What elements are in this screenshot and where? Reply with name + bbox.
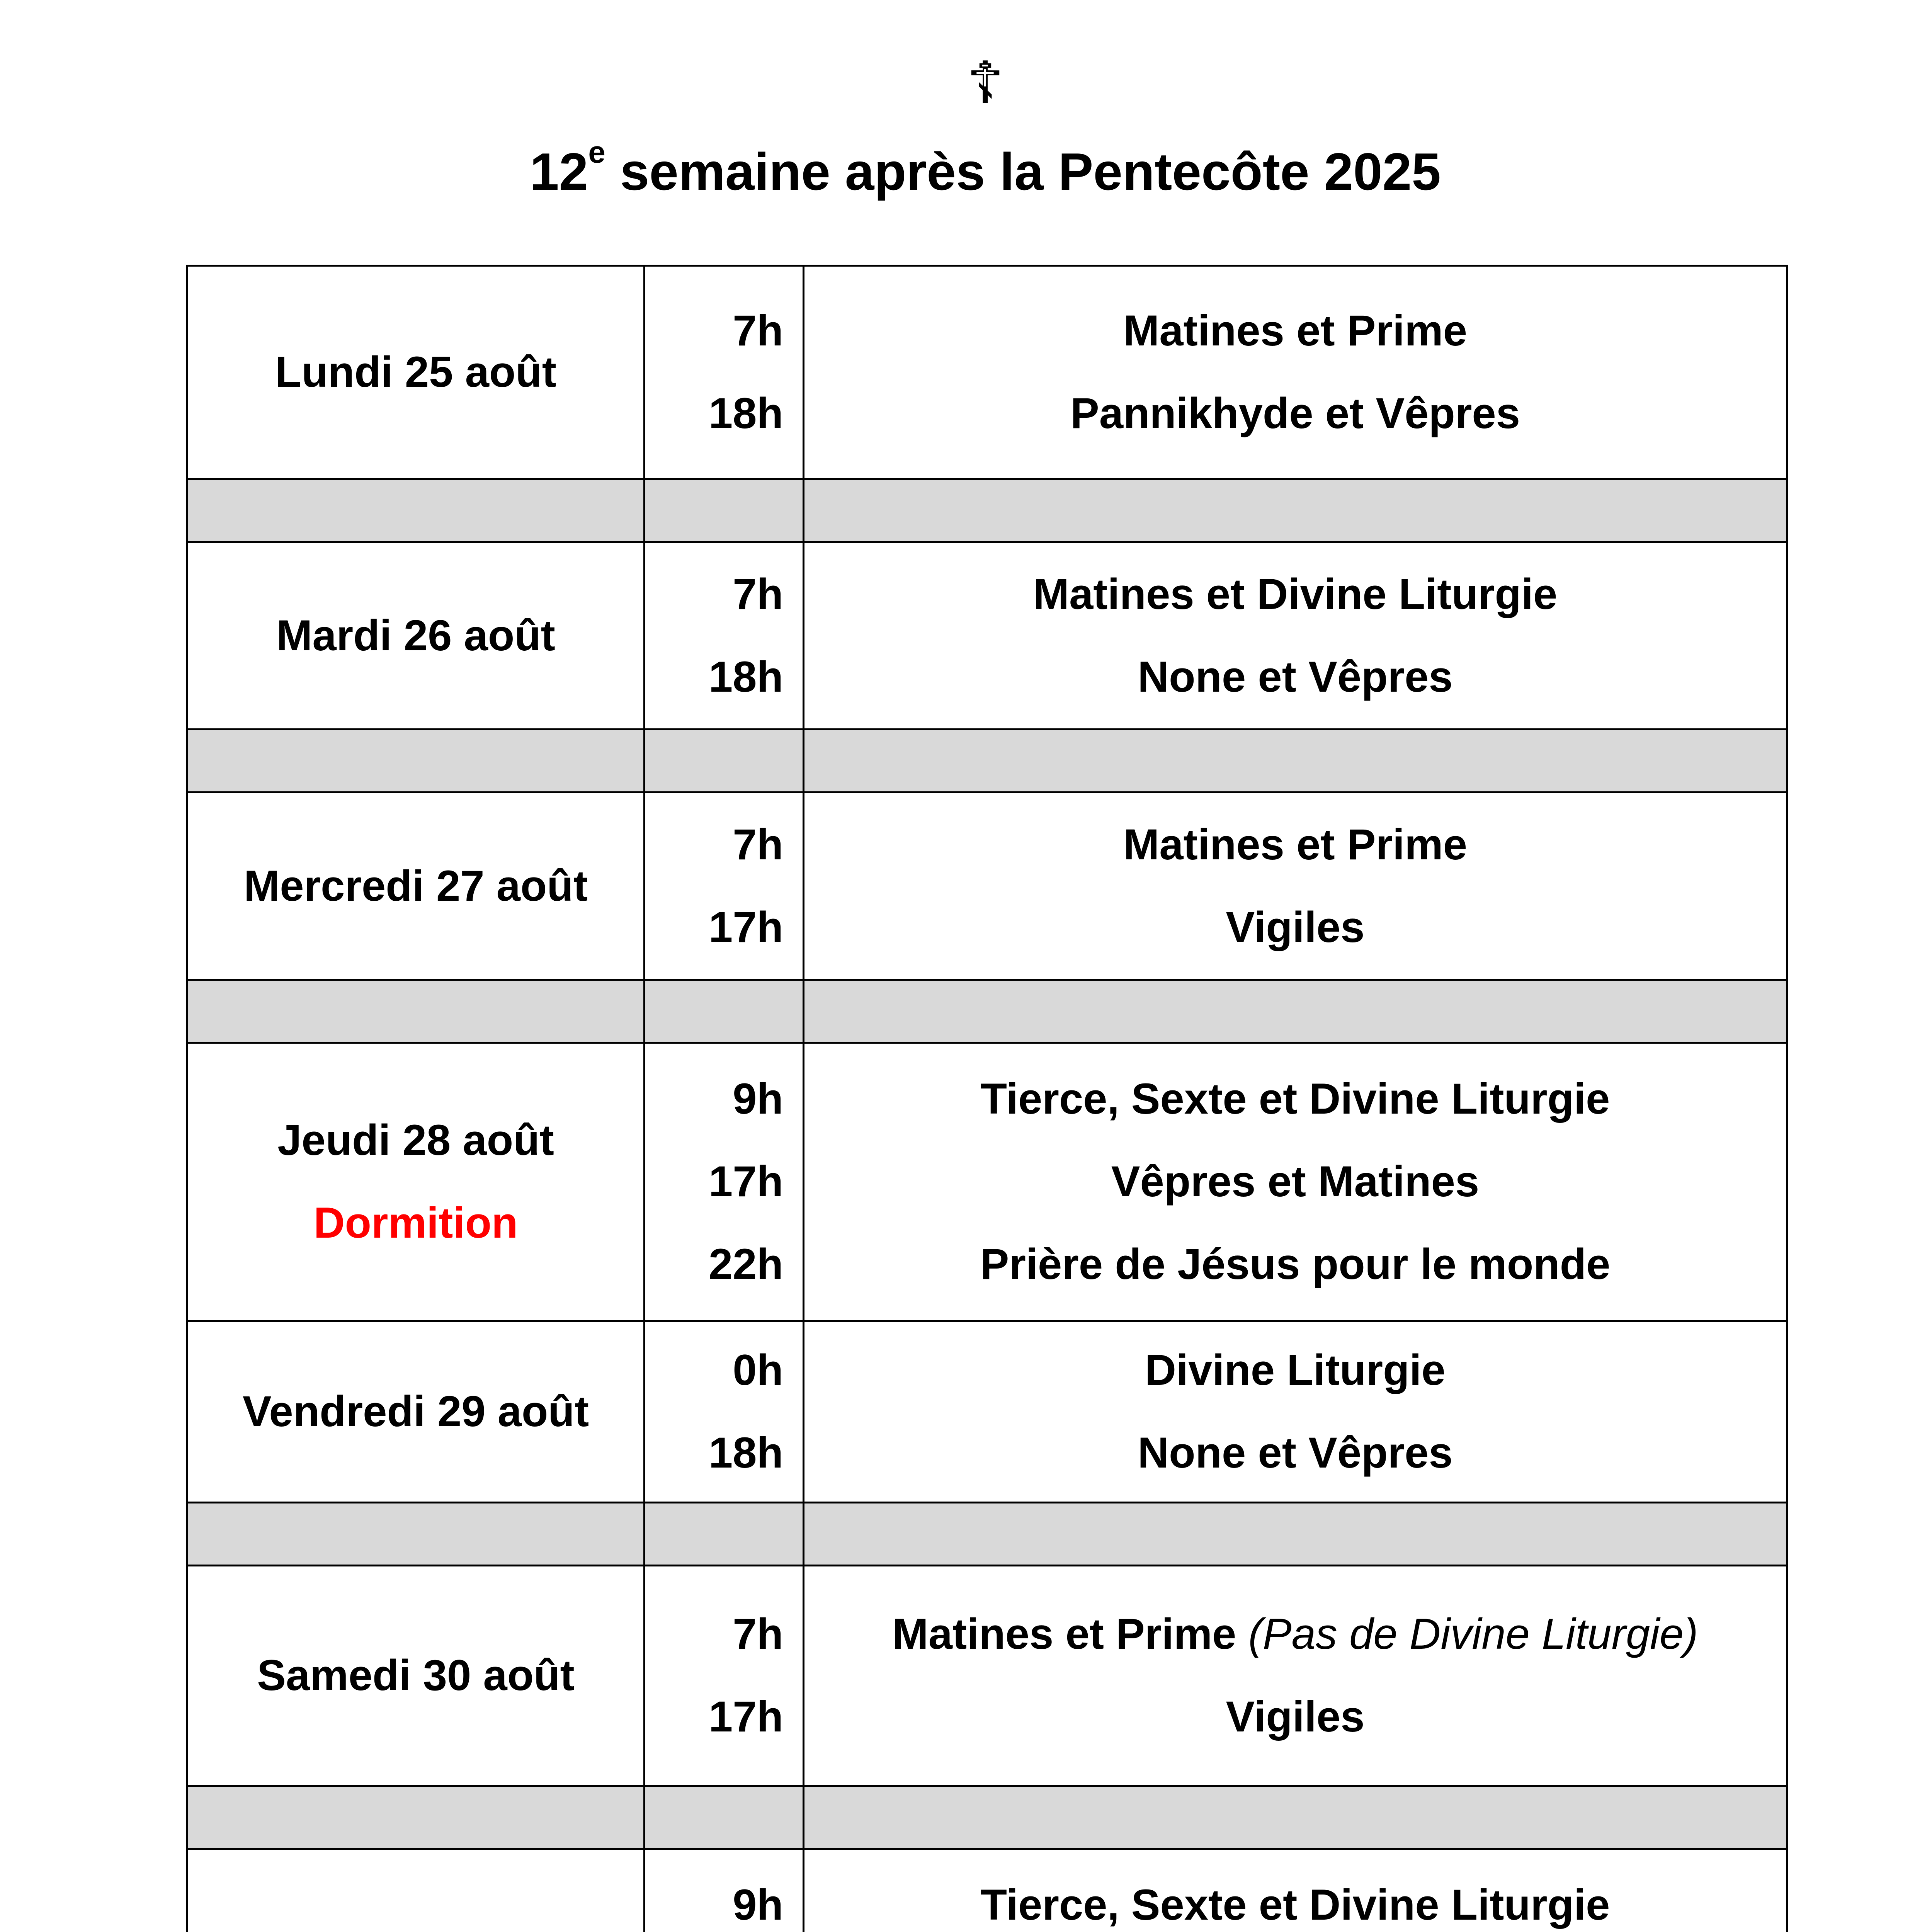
times-cell [645,1566,804,1786]
title-number: 12 [530,142,588,201]
day-cell [187,1849,645,1932]
separator-row [187,1503,1787,1566]
day-label: Samedi 30 août [257,1651,575,1700]
table-row-thursday [187,1043,1787,1321]
table-row-monday [187,266,1787,479]
service-label: Matines et Prime [892,1610,1236,1658]
services-cell [804,793,1787,980]
times-cell [645,1321,804,1503]
time-value: 18h [709,389,783,437]
day-label: Vendredi 29 août [242,1387,589,1436]
time-value: 7h [733,306,783,355]
day-cell [187,266,645,479]
service-label: Tierce, Sexte et Divine Liturgie [980,1880,1610,1929]
feast-label: Dormition [313,1199,518,1247]
day-label: Lundi 25 août [275,348,556,396]
day-label: Mardi 26 août [276,611,555,660]
service-label: Matines et Prime [1123,306,1468,355]
page-title [0,135,1932,201]
title-text: semaine après la Pentecôte 2025 [605,142,1441,201]
services-cell [804,542,1787,730]
table-row-saturday [187,1566,1787,1786]
table-row-tuesday [187,542,1787,730]
times-cell [645,266,804,479]
services-cell [804,266,1787,479]
time-value: 7h [733,820,783,869]
time-value: 17h [709,903,783,951]
time-value: 17h [709,1157,783,1206]
service-label: Prière de Jésus pour le monde [980,1240,1611,1288]
time-value: 7h [733,1610,783,1658]
separator-row [187,730,1787,793]
times-cell [645,1849,804,1932]
services-cell [804,1321,1787,1503]
time-value: 22h [709,1240,783,1288]
table-row-friday [187,1321,1787,1503]
time-value: 17h [709,1692,783,1741]
service-label: Vigiles [1226,1692,1365,1741]
day-label: Mercredi 27 août [243,861,588,910]
title-ordinal-suffix: e [588,135,605,169]
orthodox-cross-icon: ☦ [966,49,1004,117]
times-cell [645,793,804,980]
services-cell [804,1043,1787,1321]
service-label: Pannikhyde et Vêpres [1070,389,1520,437]
time-value: 0h [733,1346,783,1395]
service-line [804,1609,1786,1659]
day-cell [187,793,645,980]
service-note: (Pas de Divine Liturgie) [1248,1610,1698,1658]
services-cell [804,1566,1787,1786]
time-value: 7h [733,570,783,618]
service-label: Vêpres et Matines [1111,1157,1480,1206]
day-cell [187,1043,645,1321]
table-row-wednesday [187,793,1787,980]
times-cell [645,542,804,730]
day-label: Jeudi 28 août [277,1116,554,1165]
day-cell [187,1566,645,1786]
services-cell [804,1849,1787,1932]
separator-row [187,1786,1787,1849]
service-label: None et Vêpres [1138,652,1453,701]
time-value: 18h [709,1429,783,1477]
time-value: 18h [709,652,783,701]
day-cell [187,1321,645,1503]
service-label: Matines et Prime [1123,820,1468,869]
table-row-sunday [187,1849,1787,1932]
separator-row [187,479,1787,542]
service-label: Tierce, Sexte et Divine Liturgie [980,1075,1610,1123]
times-cell [645,1043,804,1321]
service-label: Vigiles [1226,903,1365,951]
service-label: None et Vêpres [1138,1429,1453,1477]
time-value: 9h [733,1075,783,1123]
service-label: Divine Liturgie [1145,1346,1446,1395]
service-label: Matines et Divine Liturgie [1033,570,1558,618]
day-cell [187,542,645,730]
separator-row [187,980,1787,1043]
schedule-table [186,265,1788,1932]
time-value: 9h [733,1880,783,1929]
